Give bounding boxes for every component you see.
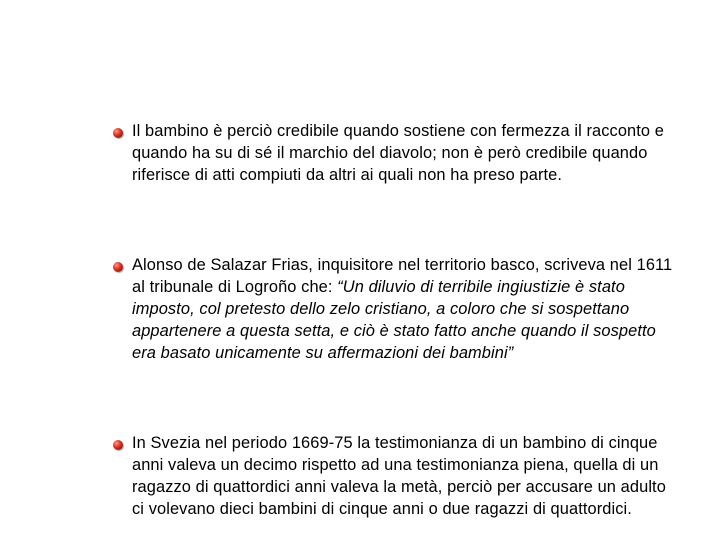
- red-sphere-bullet-icon: [113, 262, 123, 272]
- bullet-text: In Svezia nel periodo 1669-75 la testimonianza di un bambino di cinque anni valeva un decimo rispetto ad una testimonianza piena, quella di un ragazzo di quattordici anni valeva la metà, perciò per accusare un adulto ci volevano dieci bambini di cinque anni o due ragazzi di quattordici.: [132, 434, 666, 518]
- bullet-text-quote: “Un diluvio di terribile ingiustizie è stato imposto, col pretesto dello zelo cristiano, a coloro che si sospettano appartenere a questa setta, e ciò è stato fatto anche quando il sospetto era basato unicamente su affermazioni dei bambini”: [132, 278, 656, 362]
- bullet-item-credibility: [113, 120, 673, 186]
- bullet-text: [132, 254, 673, 364]
- red-sphere-bullet-icon: [113, 440, 123, 450]
- bullet-item-salazar: [113, 254, 673, 364]
- bullet-item-sweden: [113, 432, 673, 520]
- red-sphere-bullet-icon: [113, 128, 123, 138]
- bullet-text: Il bambino è perciò credibile quando sostiene con fermezza il racconto e quando ha su di sé il marchio del diavolo; non è però credibile quando riferisce di atti compiuti da altri ai quali non ha preso parte.: [132, 122, 664, 184]
- bullet-text-intro: Alonso de Salazar Frias, inquisitore nel territorio basco, scriveva nel 1611 al tribunale di Logroño che:: [132, 256, 673, 296]
